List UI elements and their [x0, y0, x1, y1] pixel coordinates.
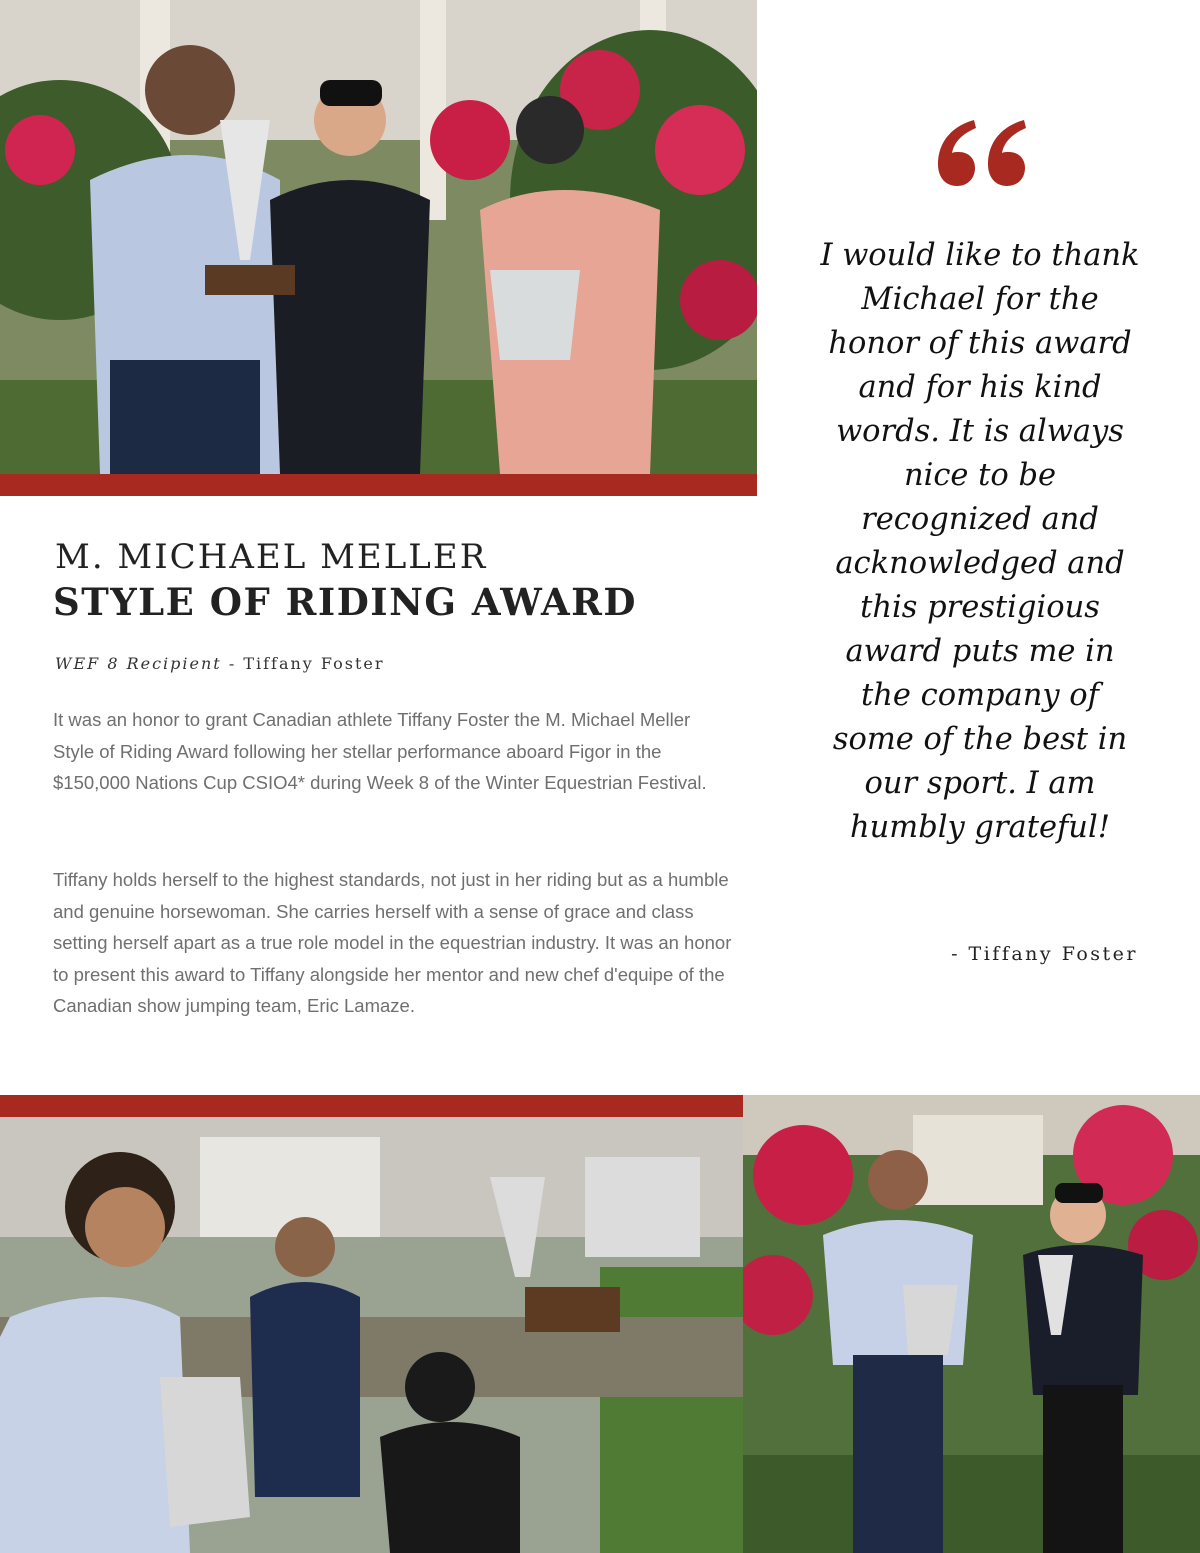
award-title-line2: STYLE OF RIDING AWARD [53, 580, 637, 624]
walking-trophies-photo [743, 1095, 1200, 1553]
body-paragraph-2: Tiffany holds herself to the highest standards, not just in her riding but as a humble and genuine horsewoman. She carries herself with a sense of grace and class setting herself apart as a true role model in the equestrian industry. It was an honor to present this award to Tiffany alongside her mentor and new chef d'equipe of the Canadian show jumping team, Eric Lamaze. [53, 869, 732, 1016]
quote-mark-icon [930, 112, 1030, 190]
body-paragraph-1: It was an honor to grant Canadian athlete Tiffany Foster the M. Michael Meller Style of Riding Award following her stellar performance aboard Figor in the $150,000 Nations Cup CSIO4* during Week 8 of the Winter Equestrian Festival. [53, 709, 707, 793]
trophy-celebration-photo [0, 1117, 743, 1553]
award-title-line1: M. MICHAEL MELLER [55, 537, 488, 577]
award-presentation-photo [0, 0, 757, 474]
recipient-name: - Tiffany Foster [221, 654, 385, 673]
recipient-label: WEF 8 Recipient [55, 654, 222, 673]
recipient-line [55, 654, 385, 673]
accent-bar-top [0, 474, 757, 496]
testimonial-quote: I would like to thank Michael for the honor of this award and for his kind words. It is always nice to be recognized and acknowledged and this prestigious award puts me in the company of some of the best in our sport. I am humbly grateful! [820, 238, 1140, 845]
accent-bar-bottom [0, 1095, 743, 1117]
quote-author: - Tiffany Foster [951, 943, 1138, 965]
